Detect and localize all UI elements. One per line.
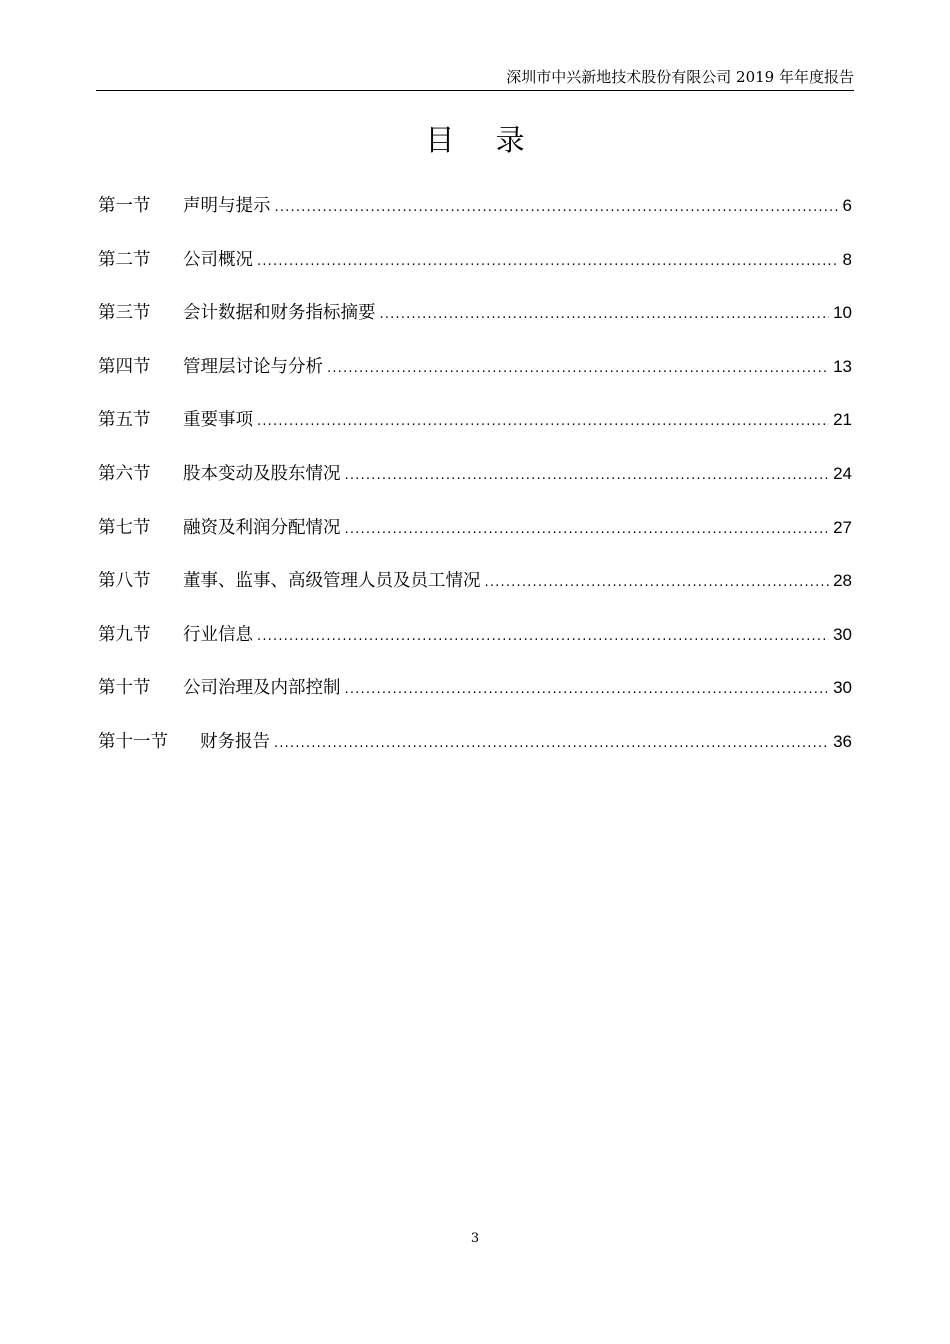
dot-leader: [345, 674, 830, 706]
dot-leader: [275, 192, 839, 224]
toc-entry[interactable]: [98, 244, 852, 298]
section-page: 30: [833, 678, 852, 698]
toc-entry[interactable]: [98, 672, 852, 726]
toc-entry[interactable]: [98, 726, 852, 780]
section-name: 声明与提示: [183, 196, 271, 216]
section-number: 第十一节: [98, 731, 168, 752]
section-page: 28: [833, 571, 852, 591]
section-name: 董事、监事、高级管理人员及员工情况: [183, 571, 481, 592]
dot-leader: [257, 621, 829, 653]
toc-entry[interactable]: [98, 512, 852, 566]
section-number: 第五节: [98, 410, 151, 431]
dot-leader: [345, 514, 830, 546]
toc-entry[interactable]: [98, 190, 852, 244]
toc-entry[interactable]: [98, 565, 852, 619]
page-number: 3: [470, 1231, 480, 1246]
dot-leader: [274, 728, 829, 760]
section-page: 36: [833, 731, 852, 751]
section-name: 公司概况: [183, 249, 253, 270]
section-name: 管理层讨论与分析: [183, 356, 323, 377]
section-name: 财务报告: [200, 731, 270, 752]
toc-list: [98, 190, 852, 780]
section-number: 第四节: [98, 356, 151, 377]
section-name: 股本变动及股东情况: [183, 463, 341, 484]
section-number: 第七节: [98, 517, 151, 538]
dot-leader: [380, 299, 830, 331]
dot-leader: [257, 406, 829, 438]
section-number: 第二节: [98, 249, 151, 270]
section-name: 行业信息: [183, 624, 253, 645]
toc-entry[interactable]: [98, 619, 852, 673]
section-name: 融资及利润分配情况: [183, 517, 341, 538]
dot-leader: [327, 353, 829, 385]
section-page: 27: [833, 517, 852, 537]
section-name: 会计数据和财务指标摘要: [183, 303, 376, 324]
toc-entry[interactable]: [98, 351, 852, 405]
section-number: 第六节: [98, 463, 151, 484]
section-name: 公司治理及内部控制: [183, 678, 341, 699]
section-number: 第一节: [98, 196, 151, 216]
section-number: 第九节: [98, 624, 151, 645]
section-number: 第三节: [98, 303, 151, 324]
section-name: 重要事项: [183, 410, 253, 431]
section-number: 第八节: [98, 571, 151, 592]
section-page: 10: [833, 303, 852, 323]
section-number: 第十节: [98, 678, 151, 699]
section-page: 24: [833, 463, 852, 483]
toc-entry[interactable]: [98, 297, 852, 351]
toc-entry[interactable]: [98, 458, 852, 512]
dot-leader: [257, 246, 839, 278]
running-header: [96, 66, 854, 91]
section-page: 21: [833, 410, 852, 430]
dot-leader: [485, 567, 830, 599]
section-page: 30: [833, 624, 852, 644]
toc-title: 目 录: [425, 123, 541, 157]
section-page: 8: [842, 249, 852, 269]
section-page: 6: [842, 196, 852, 215]
section-page: 13: [833, 356, 852, 376]
toc-entry[interactable]: [98, 404, 852, 458]
report-title: 深圳市中兴新地技术股份有限公司 2019 年年度报告: [506, 68, 854, 86]
dot-leader: [345, 460, 830, 492]
